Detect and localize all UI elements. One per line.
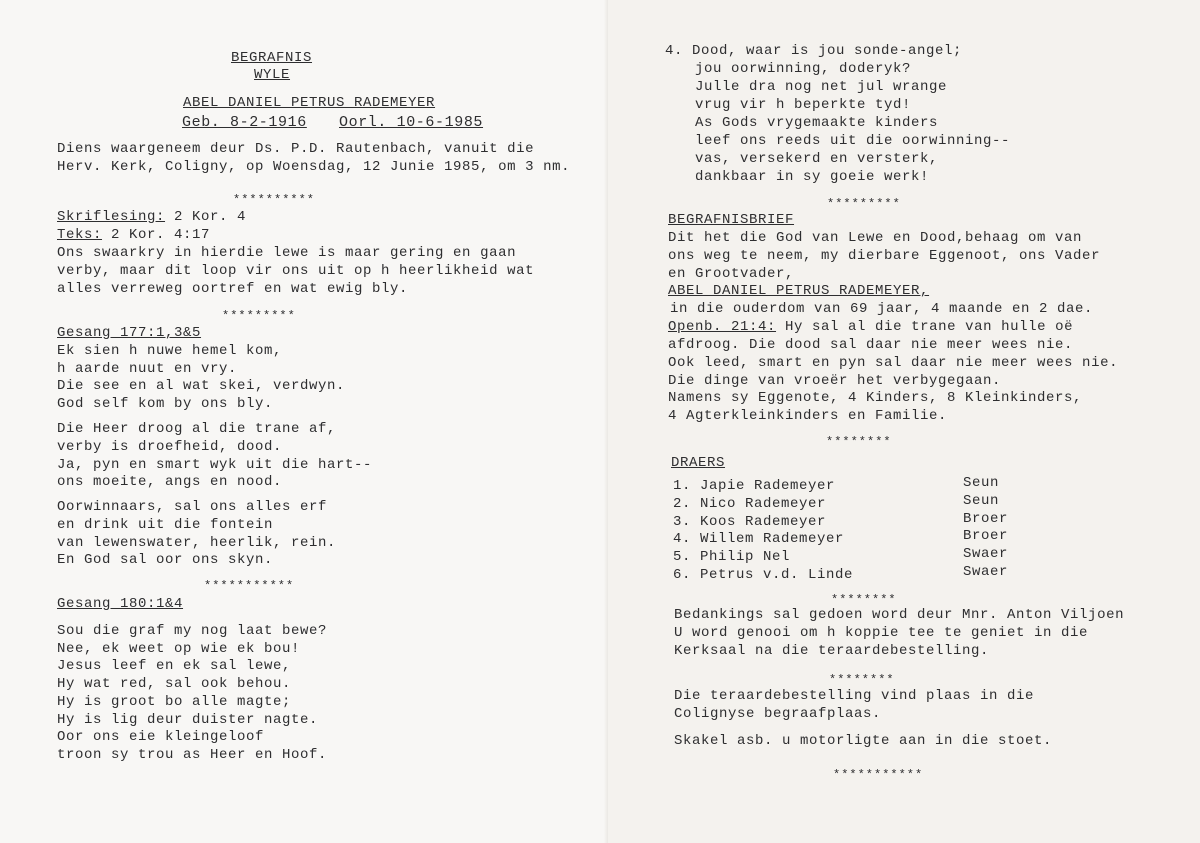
separator-stars: ******** (829, 673, 895, 687)
separator-stars: *********** (833, 768, 924, 782)
verse-4-line: jou oorwinning, doderyk? (695, 61, 912, 77)
scripture-reading-value: 2 Kor. 4 (174, 209, 247, 225)
separator-stars: ********* (827, 197, 901, 211)
verse-4-line: As Gods vrygemaakte kinders (695, 115, 939, 131)
separator-stars: ********** (233, 193, 316, 207)
letter-line: Dit het die God van Lewe en Dood,behaag om van (668, 230, 1083, 246)
bearer-name: 5. Philip Nel (673, 549, 791, 565)
separator-stars: *********** (204, 579, 295, 593)
hymn-line: van lewenswater, heerlik, rein. (57, 535, 337, 551)
right-page (608, 0, 1200, 843)
revelation-label: Openb. 21:4: (668, 319, 777, 335)
scripture-reading-label: Skriflesing: (57, 209, 166, 225)
bearer-relation: Swaer (963, 564, 1009, 580)
bearers-title: DRAERS (671, 455, 726, 471)
text-body-line: Ons swaarkry in hierdie lewe is maar gering en gaan (57, 245, 517, 261)
hymn-line: Oor ons eie kleingeloof (57, 729, 265, 745)
verse-4-line: leef ons reeds uit die oorwinning-- (695, 133, 1011, 149)
hymn-line: verby is droefheid, dood. (57, 439, 283, 455)
hymn-line: h aarde nuut en vry. (57, 361, 238, 377)
service-line-2: Herv. Kerk, Coligny, op Woensdag, 12 Junie 1985, om 3 nm. (57, 159, 571, 175)
heading-wyle: WYLE (254, 67, 291, 83)
revelation-line: Die dinge van vroeër het verbygegaan. (668, 373, 1002, 389)
text-body-line: alles verreweg oortref en wat ewig bly. (57, 281, 409, 297)
bearer-name: 4. Willem Rademeyer (673, 531, 845, 547)
letter-line: ons weg te neem, my dierbare Eggenoot, ons Vader (668, 248, 1101, 264)
hymn-line: Die see en al wat skei, verdwyn. (57, 378, 346, 394)
scripture-reading (57, 209, 246, 226)
bearer-name: 6. Petrus v.d. Linde (673, 567, 854, 583)
revelation-line: Ook leed, smart en pyn sal daar nie meer wees nie. (668, 355, 1119, 371)
heading-begrafnis: BEGRAFNIS (231, 50, 313, 66)
thanks-line: U word genooi om h koppie tee te geniet in die (674, 625, 1089, 641)
hymn-line: Hy is groot bo alle magte; (57, 694, 292, 710)
motor-lights-notice: Skakel asb. u motorligte aan in die stoet. (674, 733, 1053, 749)
hymn-line: Ja, pyn en smart wyk uit die hart-- (57, 457, 373, 473)
separator-stars: ******** (831, 593, 897, 607)
thanks-line: Kerksaal na die teraardebestelling. (674, 643, 990, 659)
hymn-line: Jesus leef en ek sal lewe, (57, 658, 292, 674)
bearer-name: 1. Japie Rademeyer (673, 478, 836, 494)
burial-line: Colignyse begraafplaas. (674, 706, 882, 722)
hymn-line: En God sal oor ons skyn. (57, 552, 274, 568)
revelation-line: Hy sal al die trane van hulle oë (785, 319, 1074, 335)
thanks-line: Bedankings sal gedoen word deur Mnr. Anton Viljoen (674, 607, 1125, 623)
verse-4-line: dankbaar in sy goeie werk! (695, 169, 930, 185)
hymn-line: Die Heer droog al die trane af, (57, 421, 337, 437)
verse-4-line: 4. Dood, waar is jou sonde-angel; (665, 43, 963, 59)
family-line: 4 Agterkleinkinders en Familie. (668, 408, 948, 424)
hymn-line: Hy wat red, sal ook behou. (57, 676, 292, 692)
burial-line: Die teraardebestelling vind plaas in die (674, 688, 1035, 704)
separator-stars: ******** (826, 435, 892, 449)
bearer-relation: Broer (963, 511, 1009, 527)
letter-line: en Grootvader, (668, 266, 795, 282)
hymn-line: troon sy trou as Heer en Hoof. (57, 747, 328, 763)
hymn-2-title: Gesang 180:1&4 (57, 596, 184, 612)
text-body-line: verby, maar dit loop vir ons uit op h heerlikheid wat (57, 263, 535, 279)
revelation-line: afdroog. Die dood sal daar nie meer wees nie. (668, 337, 1074, 353)
hymn-line: en drink uit die fontein (57, 517, 274, 533)
sermon-text (57, 227, 210, 244)
letter-age: in die ouderdom van 69 jaar, 4 maande en 2 dae. (670, 301, 1094, 317)
letter-name: ABEL DANIEL PETRUS RADEMEYER, (668, 283, 930, 299)
bearer-relation: Seun (963, 475, 1000, 491)
bearer-relation: Broer (963, 528, 1009, 544)
letter-title: BEGRAFNISBRIEF (668, 212, 795, 228)
verse-4-line: Julle dra nog net jul wrange (695, 79, 948, 95)
bearer-name: 2. Nico Rademeyer (673, 496, 827, 512)
hymn-1-title: Gesang 177:1,3&5 (57, 325, 202, 341)
death-date: Oorl. 10-6-1985 (339, 114, 484, 131)
bearer-relation: Swaer (963, 546, 1009, 562)
hymn-line: Hy is lig deur duister nagte. (57, 712, 319, 728)
hymn-line: God self kom by ons bly. (57, 396, 274, 412)
bearer-name: 3. Koos Rademeyer (673, 514, 827, 530)
separator-stars: ********* (222, 309, 296, 323)
service-line-1: Diens waargeneem deur Ds. P.D. Rautenbach, vanuit die (57, 141, 535, 157)
bearer-relation: Seun (963, 493, 1000, 509)
deceased-name: ABEL DANIEL PETRUS RADEMEYER (183, 95, 436, 111)
sermon-text-value: 2 Kor. 4:17 (111, 227, 211, 243)
sermon-text-label: Teks: (57, 227, 103, 243)
hymn-line: ons moeite, angs en nood. (57, 474, 283, 490)
family-line: Namens sy Eggenote, 4 Kinders, 8 Kleinkinders, (668, 390, 1083, 406)
hymn-line: Nee, ek weet op wie ek bou! (57, 641, 301, 657)
verse-4-line: vas, versekerd en versterk, (695, 151, 939, 167)
hymn-line: Oorwinnaars, sal ons alles erf (57, 499, 328, 515)
hymn-line: Sou die graf my nog laat bewe? (57, 623, 328, 639)
birth-date: Geb. 8-2-1916 (182, 114, 307, 131)
revelation-verse (668, 319, 1073, 336)
hymn-line: Ek sien h nuwe hemel kom, (57, 343, 283, 359)
verse-4-line: vrug vir h beperkte tyd! (695, 97, 912, 113)
